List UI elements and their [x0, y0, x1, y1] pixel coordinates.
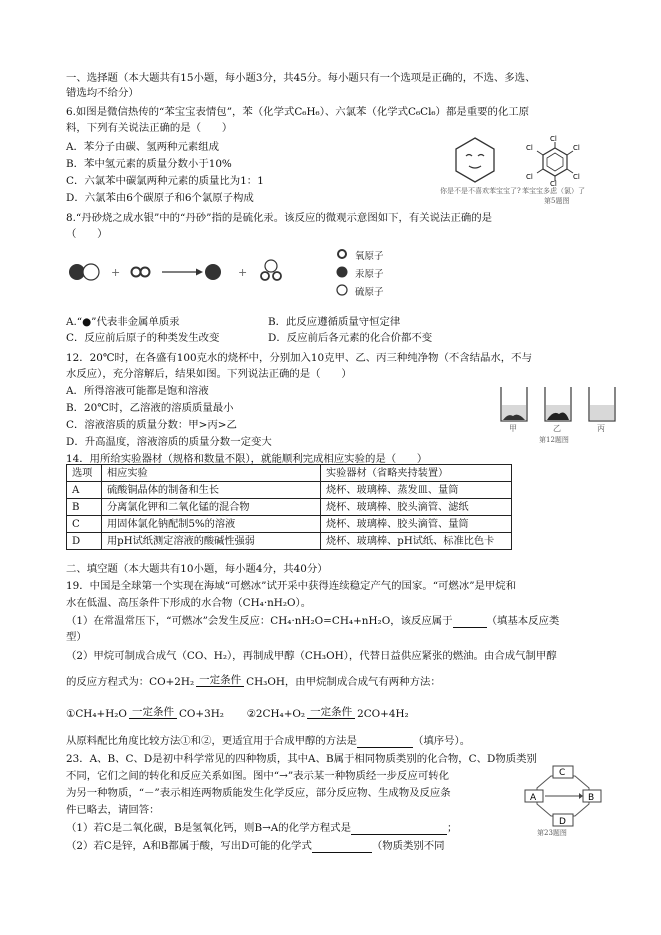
condition-label: 一定条件	[129, 706, 177, 719]
table-header-cell: 相应实验	[102, 465, 321, 482]
section-1-header-line-2: 错选均不给分）	[66, 87, 139, 99]
legend-oxygen-label: 氧原子	[355, 251, 384, 262]
cl-atom-label: Cl	[550, 135, 557, 143]
cl-atom-label: Cl	[526, 173, 533, 181]
answer-blank[interactable]	[312, 841, 372, 853]
q6-option-c: C．六氯苯中碳氯两种元素的质量比为1：1	[66, 175, 264, 187]
answer-blank[interactable]	[357, 736, 413, 748]
q6-fig-caption-left: 你是不是不喜欢苯宝宝了?	[440, 187, 521, 195]
table-cell: 用pH试纸测定溶液的酸碱性强弱	[102, 533, 321, 550]
q19-part1-line	[66, 614, 559, 628]
q12-option-d: D．升高温度，溶液溶质的质量分数一定变大	[66, 436, 272, 448]
method-2-left: ②2CH₄+O₂	[246, 708, 306, 720]
q23-part2-line	[66, 839, 445, 853]
q6-option-d: D．六氯苯由6个碳原子和6个氯原子构成	[66, 192, 254, 204]
condition-over-equals	[307, 706, 355, 722]
beaker-icon	[501, 387, 527, 421]
table-row	[67, 499, 512, 516]
q23-part2-tail: （物质类别不同	[371, 840, 445, 852]
q23-line-4: 件已略去，请回答：	[66, 804, 160, 816]
table-cell: 分离氯化钾和二氧化锰的混合物	[102, 499, 321, 516]
q6-stem-line-1: 6.如图是微信热传的“苯宝宝表情包”，苯（化学式C₆H₆）、六氯苯（化学式C₆Cl₆）都是重要的化工原	[66, 106, 530, 118]
equation-left: 的反应方程式为：CO+2H₂	[66, 676, 195, 688]
q23-part1-line	[66, 821, 457, 835]
table-cell: D	[67, 533, 102, 550]
sulfur-atom-legend-icon	[337, 285, 347, 295]
cl-atom-label: Cl	[573, 144, 580, 152]
method-1-left: ①CH₄+H₂O	[66, 708, 127, 720]
q8-reaction-diagram	[66, 250, 296, 290]
q12-option-a: A．所得溶液可能都是饱和溶液	[66, 385, 209, 397]
q23-part2-text: （2）若C是锌，A和B都属于酸，写出D可能的化学式	[66, 840, 312, 852]
oxygen-atom-legend-icon	[338, 250, 346, 258]
table-cell: 烧杯、玻璃棒、蒸发皿、量筒	[321, 482, 512, 499]
beaker-label-yi: 乙	[553, 424, 561, 433]
q6-fig-caption-right: 苯宝宝多虑（氯）了	[522, 187, 585, 195]
hexachlorobenzene-icon	[520, 134, 590, 186]
q8-legend	[335, 246, 415, 300]
q12-option-c: C．溶液溶质的质量分数：甲>丙>乙	[66, 419, 237, 431]
table-cell: 烧杯、玻璃棒、胶头滴管、滤纸	[321, 499, 512, 516]
q6-figure	[440, 134, 590, 204]
q12-fig-label: 第12题图	[539, 436, 569, 444]
node-a: A	[530, 793, 537, 803]
q23-line-1: 23．A、B、C、D是初中科学常见的四种物质，其中A、B属于相同物质类别的化合物，C、D物质类别	[66, 753, 537, 765]
node-c: C	[559, 768, 566, 778]
cl-atom-label: Cl	[526, 144, 533, 152]
beaker-icon	[545, 387, 571, 421]
q19-compare-text: 从原料配比角度比较方法①和②，更适宜用于合成甲醇的方法是	[66, 735, 357, 747]
q23-part1-text: （1）若C是二氧化碳，B是氢氧化钙，则B→A的化学方程式是	[66, 822, 352, 834]
q19-part2-line: （2）甲烷可制成合成气（CO、H₂），再制成甲醇（CH₃OH），代替日益供应紧张的燃油。由合成气制甲醇	[66, 650, 557, 662]
table-header-cell: 实验器材（省略夹持装置）	[321, 465, 512, 482]
node-d: D	[559, 817, 566, 827]
q19-compare-line	[66, 734, 470, 748]
plus-sign: +	[111, 266, 121, 279]
condition-over-equals	[129, 706, 177, 722]
table-cell: 烧杯、玻璃棒、胶头滴管、量筒	[321, 516, 512, 533]
q8-stem-line-2: （ ）	[66, 228, 108, 240]
q8-option-b: B．此反应遵循质量守恒定律	[268, 316, 401, 328]
condition-over-equals	[196, 674, 244, 690]
q19-line-1: 19．中国是全球第一个实现在海域“可燃冰”试开采中获得连续稳定产气的国家。“可燃冰”是甲烷和	[66, 580, 517, 592]
q12-stem-line-1: 12．20℃时，在各盛有100克水的烧杯中，分别加入10克甲、乙、丙三种纯净物（不含结晶水，不与	[66, 352, 532, 364]
benzene-face-icon	[440, 134, 510, 186]
sulfur-dioxide-molecule-icon	[261, 260, 281, 280]
q23-line-3: 为另一种物质，“－”表示相连两物质能发生化学反应，部分反应物、生成物及反应条	[66, 787, 451, 799]
table-row	[67, 533, 512, 550]
q6-option-b: B．苯中氢元素的质量分数小于10%	[66, 158, 232, 170]
q14-stem: 14．用所给实验器材（规格和数量不限），就能顺利完成相应实验的是（ ）	[66, 453, 428, 465]
answer-blank[interactable]	[453, 616, 487, 628]
answer-blank[interactable]	[351, 823, 447, 835]
q23-part1-tail: ；	[447, 822, 458, 834]
condition-label: 一定条件	[196, 674, 244, 687]
cl-atom-label: Cl	[573, 173, 580, 181]
table-row	[67, 482, 512, 499]
q19-part1-tail: （填基本反应类	[486, 615, 560, 627]
beaker-label-bing: 丙	[597, 424, 605, 433]
q19-line-2: 水在低温、高压条件下形成的水合物（CH₄·nH₂O）。	[66, 597, 312, 609]
q19-line-4: 型）	[66, 631, 87, 643]
method-1-right: CO+3H₂	[178, 708, 224, 720]
plus-sign: +	[238, 266, 248, 279]
q19-equation-methanol	[66, 674, 441, 690]
q19-compare-tail: （填序号）。	[412, 735, 471, 747]
q8-option-a: A.“●”代表非金属单质汞	[66, 316, 180, 328]
beaker-icon	[589, 387, 615, 421]
equation-right: CH₃OH，由甲烷制成合成气有两种方法：	[246, 676, 441, 688]
q23-fig-label: 第23题图	[537, 829, 567, 837]
q14-table	[66, 464, 512, 550]
node-b: B	[588, 793, 595, 803]
q12-stem-line-2: 水反应），充分溶解后，结果如图。下列说法正确的是（ ）	[66, 368, 352, 380]
q6-stem-line-2: 料，下列有关说法正确的是（ ）	[66, 122, 233, 134]
mercury-atom-icon	[205, 264, 221, 280]
q8-stem-line-1: 8.“丹砂烧之成水银”中的“丹砂”指的是硫化汞。该反应的微观示意图如下，有关说法正确的是	[66, 212, 493, 224]
cl-atom-label: Cl	[550, 180, 557, 186]
q23-relation-diagram	[523, 764, 603, 838]
condition-label: 一定条件	[307, 706, 355, 719]
table-row	[67, 516, 512, 533]
q6-option-a: A．苯分子由碳、氢两种元素组成	[66, 141, 219, 153]
table-cell: 用固体氯化钠配制5%的溶液	[102, 516, 321, 533]
q12-option-b: B．20℃时，乙溶液的溶质质量最小	[66, 402, 234, 414]
oxygen-molecule-icon	[132, 268, 150, 277]
q23-line-2: 不同，它们之间的转化和反应关系如图。图中“→”表示某一种物质经一步反应可转化	[66, 770, 449, 782]
q8-option-d: D．反应前后各元素的化合价都不变	[268, 332, 433, 344]
table-cell: C	[67, 516, 102, 533]
q19-methods-line	[66, 706, 409, 722]
table-cell: 硫酸铜晶体的制备和生长	[102, 482, 321, 499]
method-2-right: 2CO+4H₂	[357, 708, 409, 720]
q19-part1-text: （1）在常温常压下，“可燃冰”会发生反应：CH₄·nH₂O=CH₄+nH₂O，该反应属于	[66, 615, 453, 627]
q12-beakers-figure	[495, 383, 625, 445]
table-cell: 烧杯、玻璃棒、pH试纸、标准比色卡	[321, 533, 512, 550]
section-2-header: 二、填空题（本大题共有10小题，每小题4分，共40分）	[66, 563, 328, 575]
mercury-sulfide-molecule-icon	[69, 264, 99, 280]
section-1-header-line-1: 一、选择题（本大题共有15小题，每小题3分，共45分。每小题只有一个选项是正确的，不选、多选、	[66, 72, 536, 84]
table-header-cell: 选项	[67, 465, 102, 482]
q8-option-c: C．反应前后原子的种类发生改变	[66, 332, 220, 344]
legend-sulfur-label: 硫原子	[355, 287, 384, 298]
table-cell: B	[67, 499, 102, 516]
beaker-label-jia: 甲	[509, 424, 517, 433]
table-header-row	[67, 465, 512, 482]
q6-fig-label: 第5题图	[544, 197, 570, 205]
table-cell: A	[67, 482, 102, 499]
legend-mercury-label: 汞原子	[355, 269, 384, 280]
mercury-atom-legend-icon	[337, 267, 348, 278]
